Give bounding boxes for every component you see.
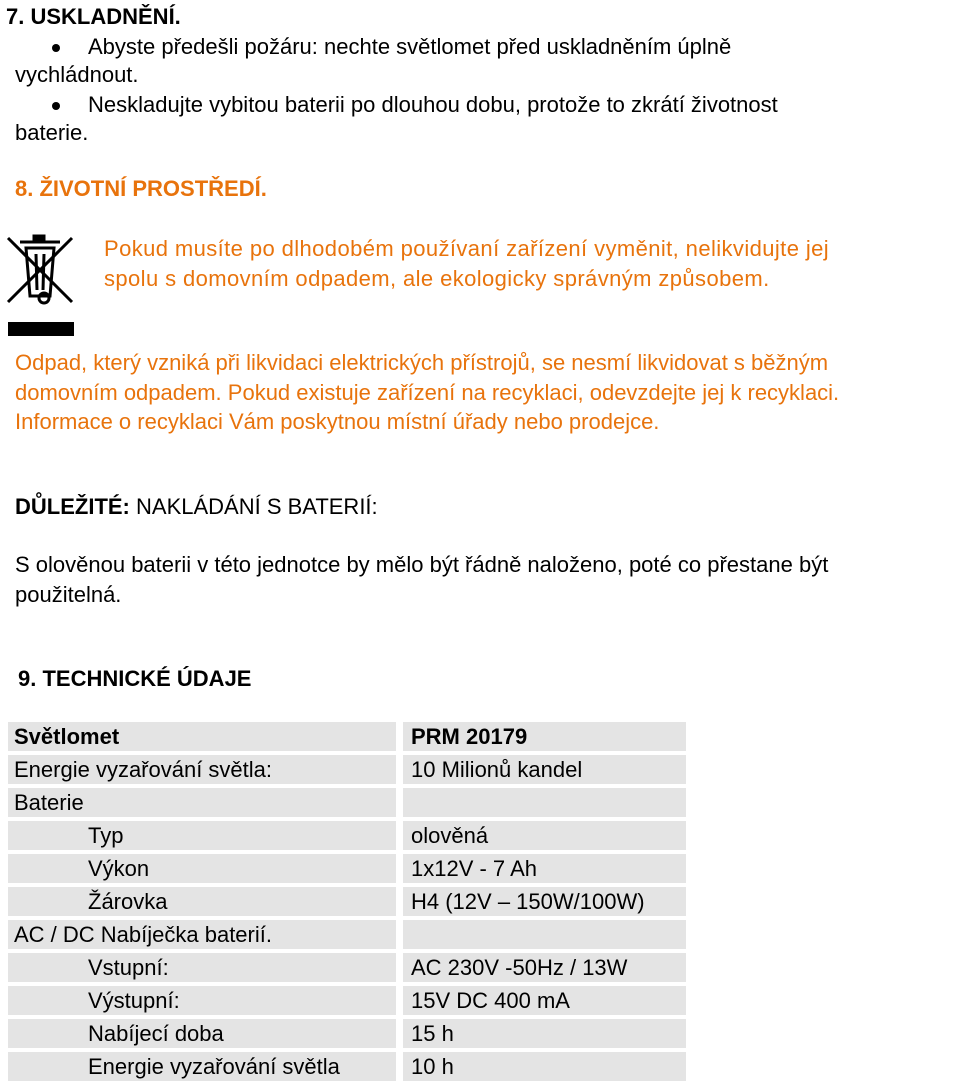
section-heading-storage: 7. USKLADNĚNÍ. bbox=[6, 4, 181, 29]
section-heading-technical: 9. TECHNICKÉ ÚDAJE bbox=[18, 666, 252, 691]
spec-value: 1x12V - 7 Ah bbox=[403, 854, 686, 883]
spec-label: Výkon bbox=[8, 854, 396, 883]
spec-label: Typ bbox=[8, 821, 396, 850]
spec-value: H4 (12V – 150W/100W) bbox=[403, 887, 686, 916]
storage-bullet-2: Neskladujte vybitou baterii po dlouhou dobu, protože to zkrátí životnost bbox=[88, 92, 778, 117]
spec-value: AC 230V -50Hz / 13W bbox=[403, 953, 686, 982]
battery-notice-heading bbox=[15, 494, 378, 520]
spec-label: Žárovka bbox=[8, 887, 396, 916]
spec-label: Výstupní: bbox=[8, 986, 396, 1015]
spec-value: olověná bbox=[403, 821, 686, 850]
environment-paragraph-line-1: Pokud musíte po dlhodobém používaní zařízení vyměnit, nelikvidujte jej bbox=[104, 236, 830, 261]
spec-value: 10 Milionů kandel bbox=[403, 755, 686, 784]
spec-label: Vstupní: bbox=[8, 953, 396, 982]
spec-value bbox=[403, 920, 686, 949]
section-heading-environment: 8. ŽIVOTNÍ PROSTŘEDÍ. bbox=[15, 176, 267, 201]
spec-label: Baterie bbox=[8, 788, 396, 817]
spec-value: 10 h bbox=[403, 1052, 686, 1081]
battery-handling-label: NAKLÁDÁNÍ S BATERIÍ: bbox=[129, 494, 378, 519]
battery-notice-line-2: použitelná. bbox=[15, 582, 122, 607]
spec-label: Energie vyzařování světla bbox=[8, 1052, 396, 1081]
bullet-dot bbox=[52, 102, 60, 110]
important-label: DŮLEŽITÉ: bbox=[15, 494, 130, 519]
crossed-out-wheelie-bin-icon bbox=[4, 232, 76, 338]
spec-value bbox=[403, 788, 686, 817]
spec-value: 15V DC 400 mA bbox=[403, 986, 686, 1015]
environment-paragraph-line-2: spolu s domovním odpadem, ale ekologicky správným způsobem. bbox=[104, 266, 770, 291]
battery-notice-line-1: S olověnou baterii v této jednotce by mělo být řádně naloženo, poté co přestane být bbox=[15, 552, 829, 577]
waste-paragraph-line-2: domovním odpadem. Pokud existuje zařízení na recyklaci, odevzdejte jej k recyklaci. bbox=[15, 380, 840, 405]
storage-bullet-1-cont: vychládnout. bbox=[15, 62, 139, 87]
spec-value: PRM 20179 bbox=[403, 722, 686, 751]
bullet-dot bbox=[52, 44, 60, 52]
spec-label: Nabíjecí doba bbox=[8, 1019, 396, 1048]
spec-value: 15 h bbox=[403, 1019, 686, 1048]
spec-label: AC / DC Nabíječka baterií. bbox=[8, 920, 396, 949]
spec-label: Světlomet bbox=[8, 722, 396, 751]
storage-bullet-2-cont: baterie. bbox=[15, 120, 89, 145]
spec-label: Energie vyzařování světla: bbox=[8, 755, 396, 784]
waste-paragraph-line-3: Informace o recyklaci Vám poskytnou místní úřady nebo prodejce. bbox=[15, 409, 660, 434]
waste-paragraph-line-1: Odpad, který vzniká při likvidaci elektrických přístrojů, se nesmí likvidovat s běžným bbox=[15, 350, 829, 375]
storage-bullet-1: Abyste předešli požáru: nechte světlomet před uskladněním úplně bbox=[88, 34, 732, 59]
